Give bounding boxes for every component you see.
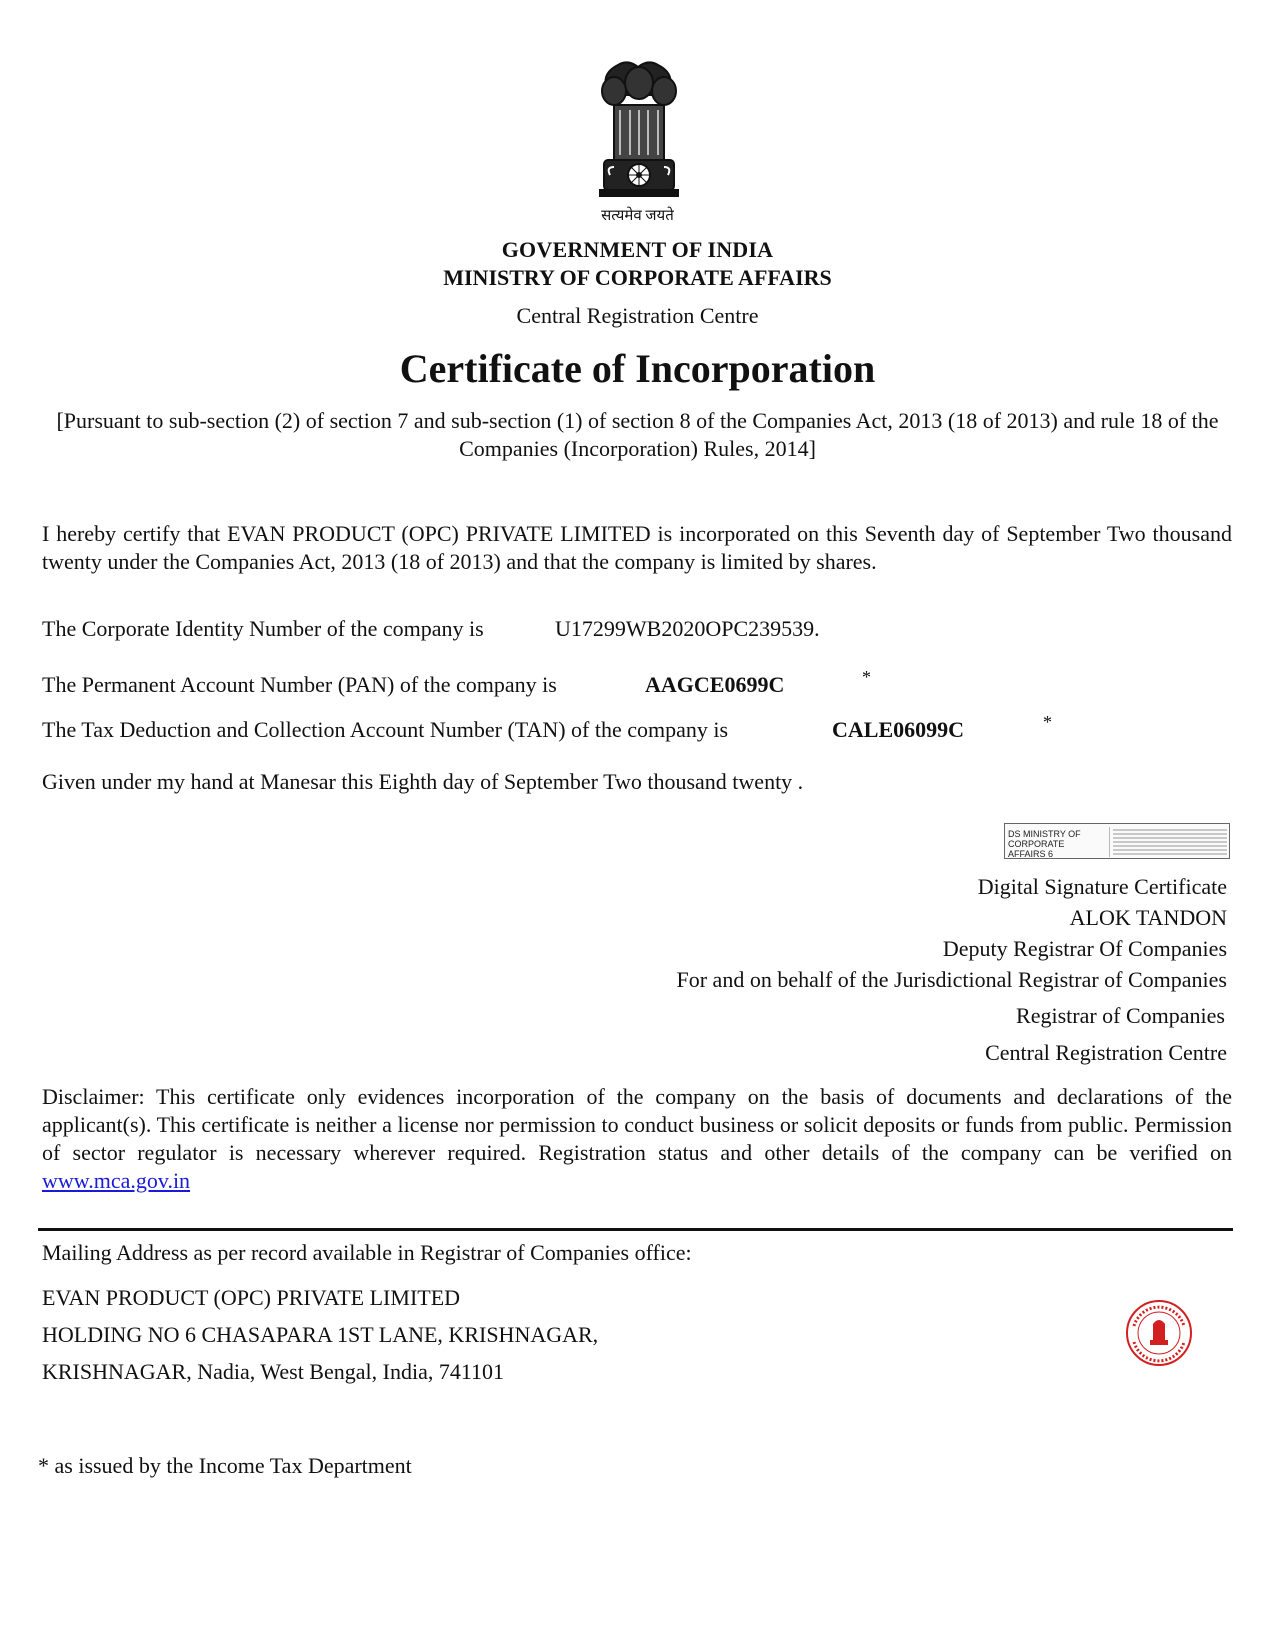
registration-centre-heading: Central Registration Centre [516,303,759,328]
digital-signature-fine-print [1109,827,1227,857]
government-heading: GOVERNMENT OF INDIA [501,237,774,262]
disclaimer-text [42,1083,1232,1195]
ministry-heading: MINISTRY OF CORPORATE AFFAIRS [443,265,832,290]
section-divider [38,1228,1233,1231]
given-statement: Given under my hand at Manesar this Eighth day of September Two thousand twenty . [42,769,804,794]
national-emblem-icon [580,55,698,215]
mca-website-link[interactable]: www.mca.gov.in [42,1168,191,1193]
tan-footnote-marker: * [1043,712,1052,732]
tan-value: CALE06099C [832,717,965,742]
digital-signature-stamp-label: DS MINISTRY OF CORPORATE AFFAIRS 6 [1008,829,1081,859]
footnote: * as issued by the Income Tax Department [38,1453,412,1478]
certificate-title: Certificate of Incorporation [399,346,876,391]
digital-signature-stamp [1004,823,1230,859]
mailing-address-heading: Mailing Address as per record available in Registrar of Companies office: [42,1240,692,1265]
signatory-designation: Deputy Registrar Of Companies [942,936,1227,961]
signatory-behalf: For and on behalf of the Jurisdictional Registrar of Companies [676,967,1227,992]
mailing-address-line-2: HOLDING NO 6 CHASAPARA 1ST LANE, KRISHNAGAR, [42,1322,599,1347]
signatory-centre: Central Registration Centre [985,1040,1227,1065]
disclaimer-body: Disclaimer: This certificate only evidences incorporation of the company on the basis of documents and declarations of the applicant(s). This certificate is neither a license nor permission to conduct business or solicit deposits or funds from public. Permission of sector regulator is necessary wherever required. Registration status and other details of the company can be verified on [42,1084,1232,1165]
mailing-address-line-1: EVAN PRODUCT (OPC) PRIVATE LIMITED [42,1285,461,1310]
pan-value: AAGCE0699C [645,672,785,697]
signatory-office: Registrar of Companies [1016,1003,1225,1028]
certification-statement: I hereby certify that EVAN PRODUCT (OPC) PRIVATE LIMITED is incorporated on this Seventh day of September Two thousand twenty under the Companies Act, 2013 (18 of 2013) and that the company is limited by shares. [42,521,1232,574]
cin-label: The Corporate Identity Number of the company is [42,616,484,641]
tan-label: The Tax Deduction and Collection Account Number (TAN) of the company is [42,717,729,742]
cin-value: U17299WB2020OPC239539. [555,616,820,641]
pan-footnote-marker: * [862,667,871,687]
signature-line-certificate: Digital Signature Certificate [977,874,1227,899]
signatory-name: ALOK TANDON [1069,905,1227,930]
mailing-address-line-3: KRISHNAGAR, Nadia, West Bengal, India, 741101 [42,1359,505,1384]
emblem-motto: सत्यमेव जयते [601,208,674,224]
pursuant-clause: [Pursuant to sub-section (2) of section 7 and sub-section (1) of section 8 of the Companies Act, 2013 (18 of 2013) and rule 18 of the Companies (Incorporation) Rules, 2014] [56,408,1219,461]
ministry-seal-icon [1124,1298,1194,1368]
pan-label: The Permanent Account Number (PAN) of the company is [42,672,557,697]
